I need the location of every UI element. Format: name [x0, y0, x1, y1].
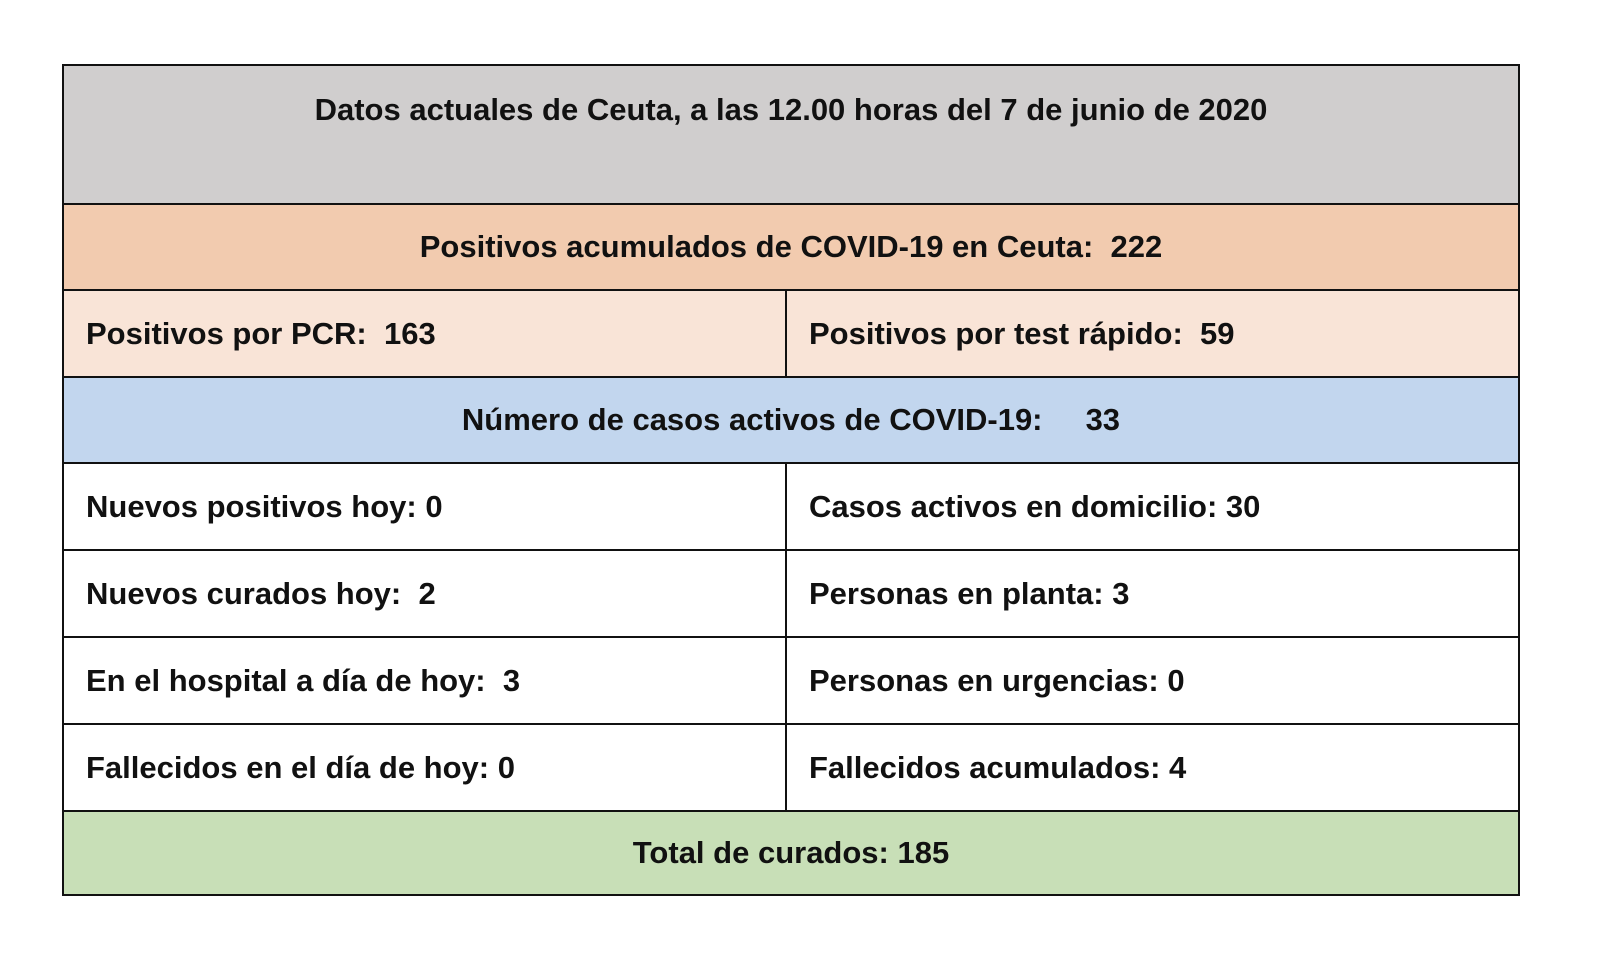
covid-stats-table [62, 64, 1520, 896]
total-positives: Positivos acumulados de COVID-19 en Ceuta: 222 [419, 229, 1163, 264]
cumulative-deaths: Fallecidos acumulados: 4 [809, 749, 1187, 785]
table-row [64, 723, 1518, 810]
report-title: Datos actuales de Ceuta, a las 12.00 horas del 7 de junio de 2020 [314, 92, 1268, 127]
new-positives-today: Nuevos positivos hoy: 0 [64, 464, 787, 549]
positives-split-row [64, 289, 1518, 376]
pcr-positives: Positivos por PCR: 163 [64, 291, 787, 376]
people-in-ward: Personas en planta: 3 [809, 575, 1130, 611]
rapid-test-positives: Positivos por test rápido: 59 [809, 315, 1235, 351]
in-hospital-today: En el hospital a día de hoy: 3 [64, 638, 787, 723]
total-cured: Total de curados: 185 [632, 835, 950, 870]
total-cured-row [64, 810, 1518, 894]
total-positives-row [64, 203, 1518, 289]
deaths-today: Fallecidos en el día de hoy: 0 [64, 725, 787, 810]
active-cases: Número de casos activos de COVID-19: 33 [461, 402, 1121, 437]
table-row [64, 462, 1518, 549]
header-row [64, 66, 1518, 203]
table-row [64, 549, 1518, 636]
table-row [64, 636, 1518, 723]
active-cases-row [64, 376, 1518, 462]
people-in-emergency: Personas en urgencias: 0 [809, 662, 1185, 698]
active-cases-home: Casos activos en domicilio: 30 [809, 488, 1261, 524]
new-cured-today: Nuevos curados hoy: 2 [64, 551, 787, 636]
